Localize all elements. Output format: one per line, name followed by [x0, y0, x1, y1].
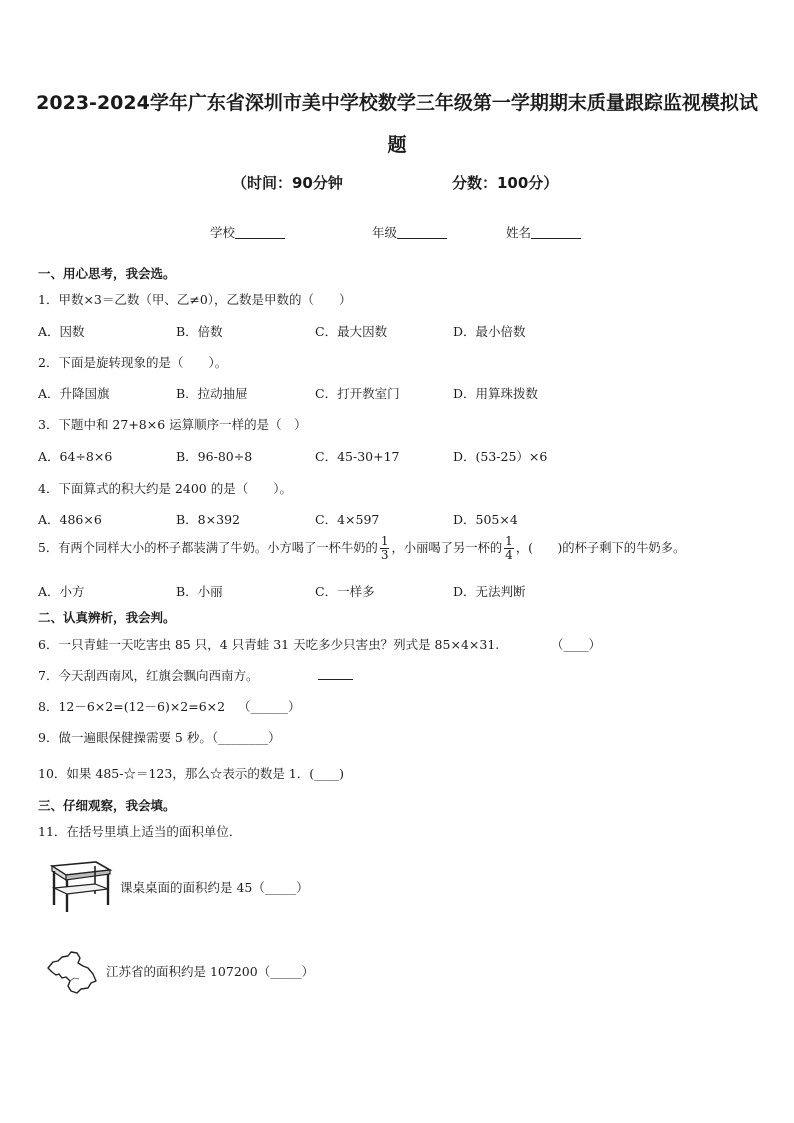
- question-6: 6．一只青蛙一天吃害虫 85 只，4 只青蛙 31 天吃多少只害虫？列式是 85×4×31.: [38, 637, 500, 652]
- question-4: 4．下面算式的积大约是 2400 的是（ ）。: [38, 481, 292, 496]
- q1-option-b[interactable]: B．倍数: [176, 324, 223, 339]
- grade-blank[interactable]: [397, 226, 447, 239]
- q1-option-a[interactable]: A．因数: [38, 324, 85, 339]
- q11-desk-item[interactable]: 课桌桌面的面积约是 45（_____）: [120, 880, 309, 895]
- question-1: 1．甲数×3＝乙数（甲、乙≠0），乙数是甲数的（ ）: [38, 292, 352, 307]
- grade-label: 年级: [372, 225, 398, 240]
- q11-jiangsu-item[interactable]: 江苏省的面积约是 107200（_____）: [106, 964, 314, 979]
- q1-option-c[interactable]: C．最大因数: [315, 324, 388, 339]
- question-5: [38, 535, 685, 562]
- q6-answer-blank[interactable]: （____）: [551, 637, 602, 652]
- q1-option-d[interactable]: D．最小倍数: [453, 324, 526, 339]
- q8-answer-blank[interactable]: （______）: [238, 699, 301, 714]
- q4-option-a[interactable]: A．486×6: [38, 512, 102, 527]
- q2-option-c[interactable]: C．打开教室门: [315, 386, 400, 401]
- q5-text-a: 5．有两个同样大小的杯子都装满了牛奶。小方喝了一杯牛奶的: [38, 541, 378, 555]
- exam-time: （时间：90分钟: [232, 174, 343, 192]
- q2-option-b[interactable]: B．拉动抽屉: [176, 386, 248, 401]
- section-2-heading: 二、认真辨析，我会判。: [38, 610, 176, 625]
- name-field[interactable]: [506, 223, 581, 241]
- q5-option-c[interactable]: C．一样多: [315, 584, 375, 599]
- section-1-heading: 一、用心思考，我会选。: [38, 266, 176, 281]
- question-11: 11．在括号里填上适当的面积单位．: [38, 824, 242, 839]
- q5-option-d[interactable]: D．无法判断: [453, 584, 526, 599]
- q5-fraction-2: [504, 535, 514, 562]
- q5-fraction-1: [380, 535, 390, 562]
- q5-frac1-numerator: 1: [380, 534, 389, 548]
- q5-option-a[interactable]: A．小方: [38, 584, 85, 599]
- section-3-heading: 三、仔细观察，我会填。: [38, 798, 176, 813]
- grade-field[interactable]: [372, 223, 447, 241]
- page-title-line1: 2023-2024学年广东省深圳市美中学校数学三年级第一学期期末质量跟踪监视模拟试: [36, 92, 758, 114]
- exam-score: 分数：100分）: [452, 174, 559, 192]
- school-field[interactable]: [210, 223, 285, 241]
- school-blank[interactable]: [235, 226, 285, 239]
- q5-frac1-denominator: 3: [380, 548, 389, 562]
- q2-option-d[interactable]: D．用算珠拨数: [453, 386, 539, 401]
- q5-frac2-numerator: 1: [505, 534, 513, 548]
- name-blank[interactable]: [531, 226, 581, 239]
- question-10[interactable]: 10．如果 485-☆＝123，那么☆表示的数是 1．(____): [38, 766, 345, 781]
- question-3: 3．下题中和 27+8×6 运算顺序一样的是（ ）: [38, 417, 307, 432]
- q5-text-c: ，( )的杯子剩下的牛奶多。: [515, 541, 686, 555]
- q5-text-b: ，小丽喝了另一杯的: [391, 541, 503, 555]
- q5-option-b[interactable]: B．小丽: [176, 584, 223, 599]
- q4-option-b[interactable]: B．8×392: [176, 512, 240, 527]
- question-2: 2．下面是旋转现象的是（ ）。: [38, 355, 228, 370]
- q3-option-b[interactable]: B．96-80÷8: [176, 449, 253, 464]
- q4-option-d[interactable]: D．505×4: [453, 512, 518, 527]
- jiangsu-map-icon: [44, 948, 100, 996]
- q3-option-c[interactable]: C．45-30+17: [315, 449, 400, 464]
- page-title-line2: 题: [387, 134, 407, 156]
- q4-option-c[interactable]: C．4×597: [315, 512, 380, 527]
- q2-option-a[interactable]: A．升降国旗: [38, 386, 110, 401]
- school-label: 学校: [210, 225, 236, 240]
- desk-icon: [46, 858, 114, 914]
- question-9[interactable]: 9．做一遍眼保健操需要 5 秒。（________）: [38, 730, 281, 745]
- q3-option-d[interactable]: D．(53-25）×6: [453, 449, 548, 464]
- name-label: 姓名: [506, 225, 532, 240]
- q5-frac2-denominator: 4: [505, 548, 513, 562]
- q7-answer-blank[interactable]: [318, 679, 353, 680]
- q3-option-a[interactable]: A．64÷8×6: [38, 449, 113, 464]
- question-7: 7．今天刮西南风，红旗会飘向西南方。: [38, 668, 259, 683]
- question-8: 8．12－6×2=(12－6)×2=6×2: [38, 699, 226, 714]
